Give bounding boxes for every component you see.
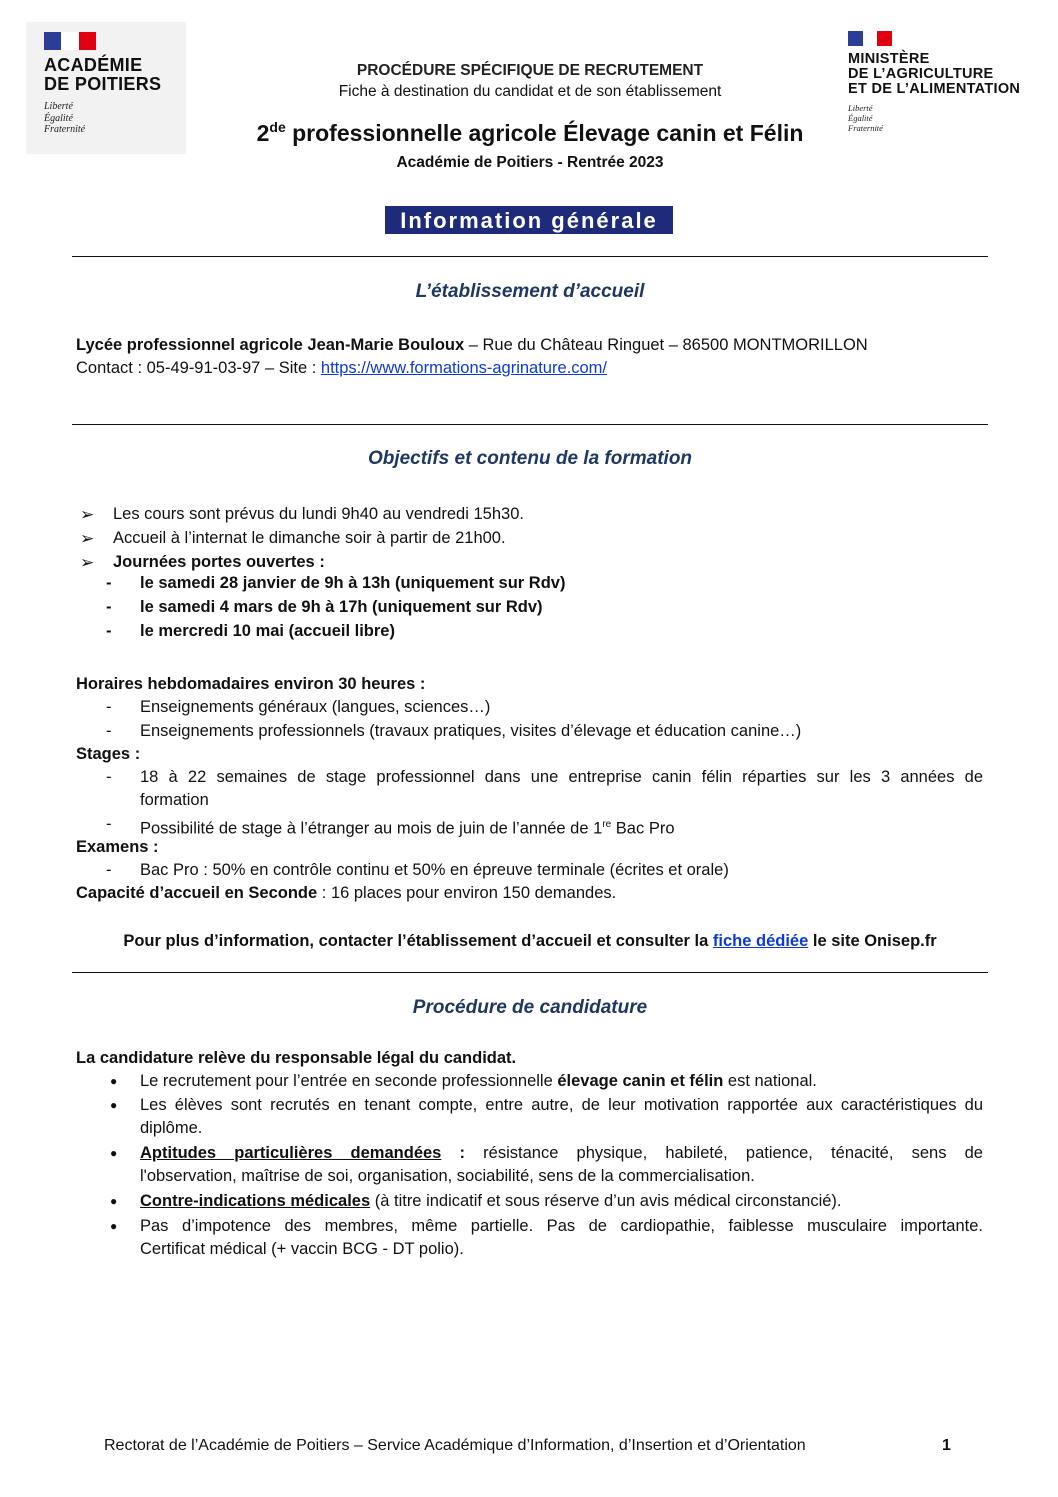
republic-flag-icon (848, 31, 892, 46)
candidature-text (140, 1190, 842, 1213)
republic-flag-icon (44, 32, 96, 50)
divider (72, 972, 988, 973)
section-title-objectifs: Objectifs et contenu de la formation (367, 448, 693, 469)
contact-text: Contact : 05-49-91-03-97 – Site : (76, 359, 321, 377)
jpo-text: le mercredi 10 mai (accueil libre) (140, 622, 395, 640)
school-name: Lycée professionnel agricole Jean-Marie Bouloux (76, 336, 465, 354)
document-kicker: PROCÉDURE SPÉCIFIQUE DE RECRUTEMENT (356, 62, 704, 79)
academie-logo (26, 22, 186, 154)
arrow-bullet-icon: ➢ (80, 505, 95, 524)
capacite-label: Capacité d’accueil en Seconde (76, 884, 318, 902)
list-item-text: Les cours sont prévus du lundi 9h40 au vendredi 15h30. (113, 505, 524, 523)
motto-line: Fraternité (848, 122, 883, 133)
bullet-dot-icon: ● (110, 1098, 118, 1112)
candidature-intro: La candidature relève du responsable légal du candidat. (76, 1049, 517, 1067)
aptitudes-colon: : (441, 1144, 466, 1162)
examens-text: Bac Pro : 50% en contrôle continu et 50% en épreuve terminale (écrites et orale) (140, 861, 729, 879)
page-number: 1 (942, 1437, 951, 1454)
motto-line: Liberté (848, 103, 873, 113)
bullet-dot-icon: ● (110, 1219, 118, 1233)
stage-text-cont: formation (140, 791, 209, 809)
document-title (180, 119, 880, 147)
candidature-text (140, 1142, 983, 1165)
horaires-label: Horaires hebdomadaires environ 30 heures : (76, 675, 426, 693)
title-prefix: 2 (256, 120, 270, 146)
candidature-text-cont: Certificat médical (+ vaccin BCG - DT polio). (140, 1240, 464, 1258)
motto-line: Liberté (44, 101, 73, 112)
more-info-pre: Pour plus d’information, contacter l’établissement d’accueil et consulter la (123, 932, 713, 950)
school-contact (76, 357, 607, 380)
contre-indications-text: (à titre indicatif et sous réserve d’un avis médical circonstancié). (370, 1192, 842, 1210)
stage2-post: Bac Pro (611, 819, 675, 838)
fiche-dediee-link[interactable]: fiche dédiée (712, 932, 809, 950)
dash-bullet: - (106, 598, 112, 616)
section-banner: Information générale (385, 206, 673, 234)
bullet-dot-icon: ● (110, 1194, 118, 1208)
divider (72, 256, 988, 257)
more-info-post: le site Onisep.fr (808, 932, 937, 950)
aptitudes-text: résistance physique, habileté, patience, ténacité, sens de (465, 1144, 983, 1162)
arrow-bullet-icon: ➢ (80, 553, 95, 572)
ministere-logo-text (848, 52, 1020, 98)
logo-line: DE POITIERS (44, 73, 162, 94)
dash-bullet: - (106, 574, 112, 592)
logo-line: ET DE L’ALIMENTATION (848, 81, 1021, 98)
divider (72, 424, 988, 425)
stage-text (140, 813, 675, 841)
motto-line: Fraternité (44, 124, 86, 135)
b1-pre: Le recrutement pour l’entrée en seconde professionnelle (140, 1072, 558, 1090)
dash-bullet: - (106, 722, 112, 740)
stage2-sup: re (602, 819, 612, 830)
stage2-pre: Possibilité de stage à l’étranger au mois de juin de l’année de 1 (140, 819, 603, 838)
dash-bullet: - (106, 768, 112, 786)
motto-line: Égalité (44, 112, 73, 124)
candidature-text: Les élèves sont recrutés en tenant compte, entre autre, de leur motivation rapportée aux caractéristiques du (140, 1096, 983, 1114)
candidature-text (140, 1070, 817, 1093)
candidature-text-cont: l'observation, maîtrise de soi, organisation, sociabilité, sens de la commercialisation. (140, 1167, 755, 1185)
stage-text: 18 à 22 semaines de stage professionnel dans une entreprise canin félin réparties sur les 3 années de (140, 768, 983, 786)
arrow-bullet-icon: ➢ (80, 529, 95, 548)
title-sup: de (269, 119, 286, 135)
page-footer: Rectorat de l’Académie de Poitiers – Service Académique d’Information, d’Insertion et d’Orientation (104, 1437, 806, 1454)
candidature-text-cont: diplôme. (140, 1119, 203, 1137)
title-rest: professionnelle agricole Élevage canin et Félin (285, 120, 804, 146)
list-item-text: Journées portes ouvertes : (113, 553, 325, 571)
examens-label: Examens : (76, 838, 159, 856)
b1-post: est national. (723, 1072, 817, 1090)
capacite-line (76, 882, 616, 905)
horaires-text: Enseignements professionnels (travaux pratiques, visites d’élevage et éducation canine…) (140, 722, 802, 740)
school-address (76, 334, 868, 357)
stages-label: Stages : (76, 745, 141, 763)
more-info-line (72, 930, 988, 953)
motto-line: Égalité (848, 112, 873, 123)
motto (44, 101, 85, 136)
bullet-dot-icon: ● (110, 1074, 118, 1088)
dash-bullet: - (106, 861, 112, 879)
academie-logo-text (44, 56, 161, 94)
candidature-text: Pas d’impotence des membres, même partielle. Pas de cardiopathie, faiblesse musculaire importante. (140, 1217, 983, 1235)
dash-bullet: - (106, 698, 112, 716)
capacite-text: : 16 places pour environ 150 demandes. (317, 884, 617, 902)
aptitudes-label: Aptitudes particulières demandées (140, 1144, 442, 1162)
jpo-text: le samedi 28 janvier de 9h à 13h (uniquement sur Rdv) (140, 574, 566, 592)
logo-line: ACADÉMIE (44, 55, 143, 75)
dash-bullet: - (106, 622, 112, 640)
school-website-link[interactable]: https://www.formations-agrinature.com/ (320, 359, 607, 377)
b1-bold: élevage canin et félin (557, 1072, 724, 1090)
academy-line: Académie de Poitiers - Rentrée 2023 (396, 154, 664, 171)
document-subtitle: Fiche à destination du candidat et de son établissement (338, 83, 722, 100)
bullet-dot-icon: ● (110, 1146, 118, 1160)
jpo-text: le samedi 4 mars de 9h à 17h (uniquement sur Rdv) (140, 598, 543, 616)
logo-line: MINISTÈRE (848, 51, 930, 67)
section-title-etablissement: L’établissement d’accueil (415, 281, 645, 302)
list-item-text: Accueil à l’internat le dimanche soir à partir de 21h00. (113, 529, 506, 547)
logo-line: DE L’AGRICULTURE (848, 66, 994, 83)
contre-indications-label: Contre-indications médicales (140, 1192, 371, 1210)
horaires-text: Enseignements généraux (langues, sciences…) (140, 698, 491, 716)
dash-bullet: - (106, 815, 112, 833)
section-title-candidature: Procédure de candidature (412, 997, 648, 1018)
address: – Rue du Château Ringuet – 86500 MONTMORILLON (464, 336, 868, 354)
